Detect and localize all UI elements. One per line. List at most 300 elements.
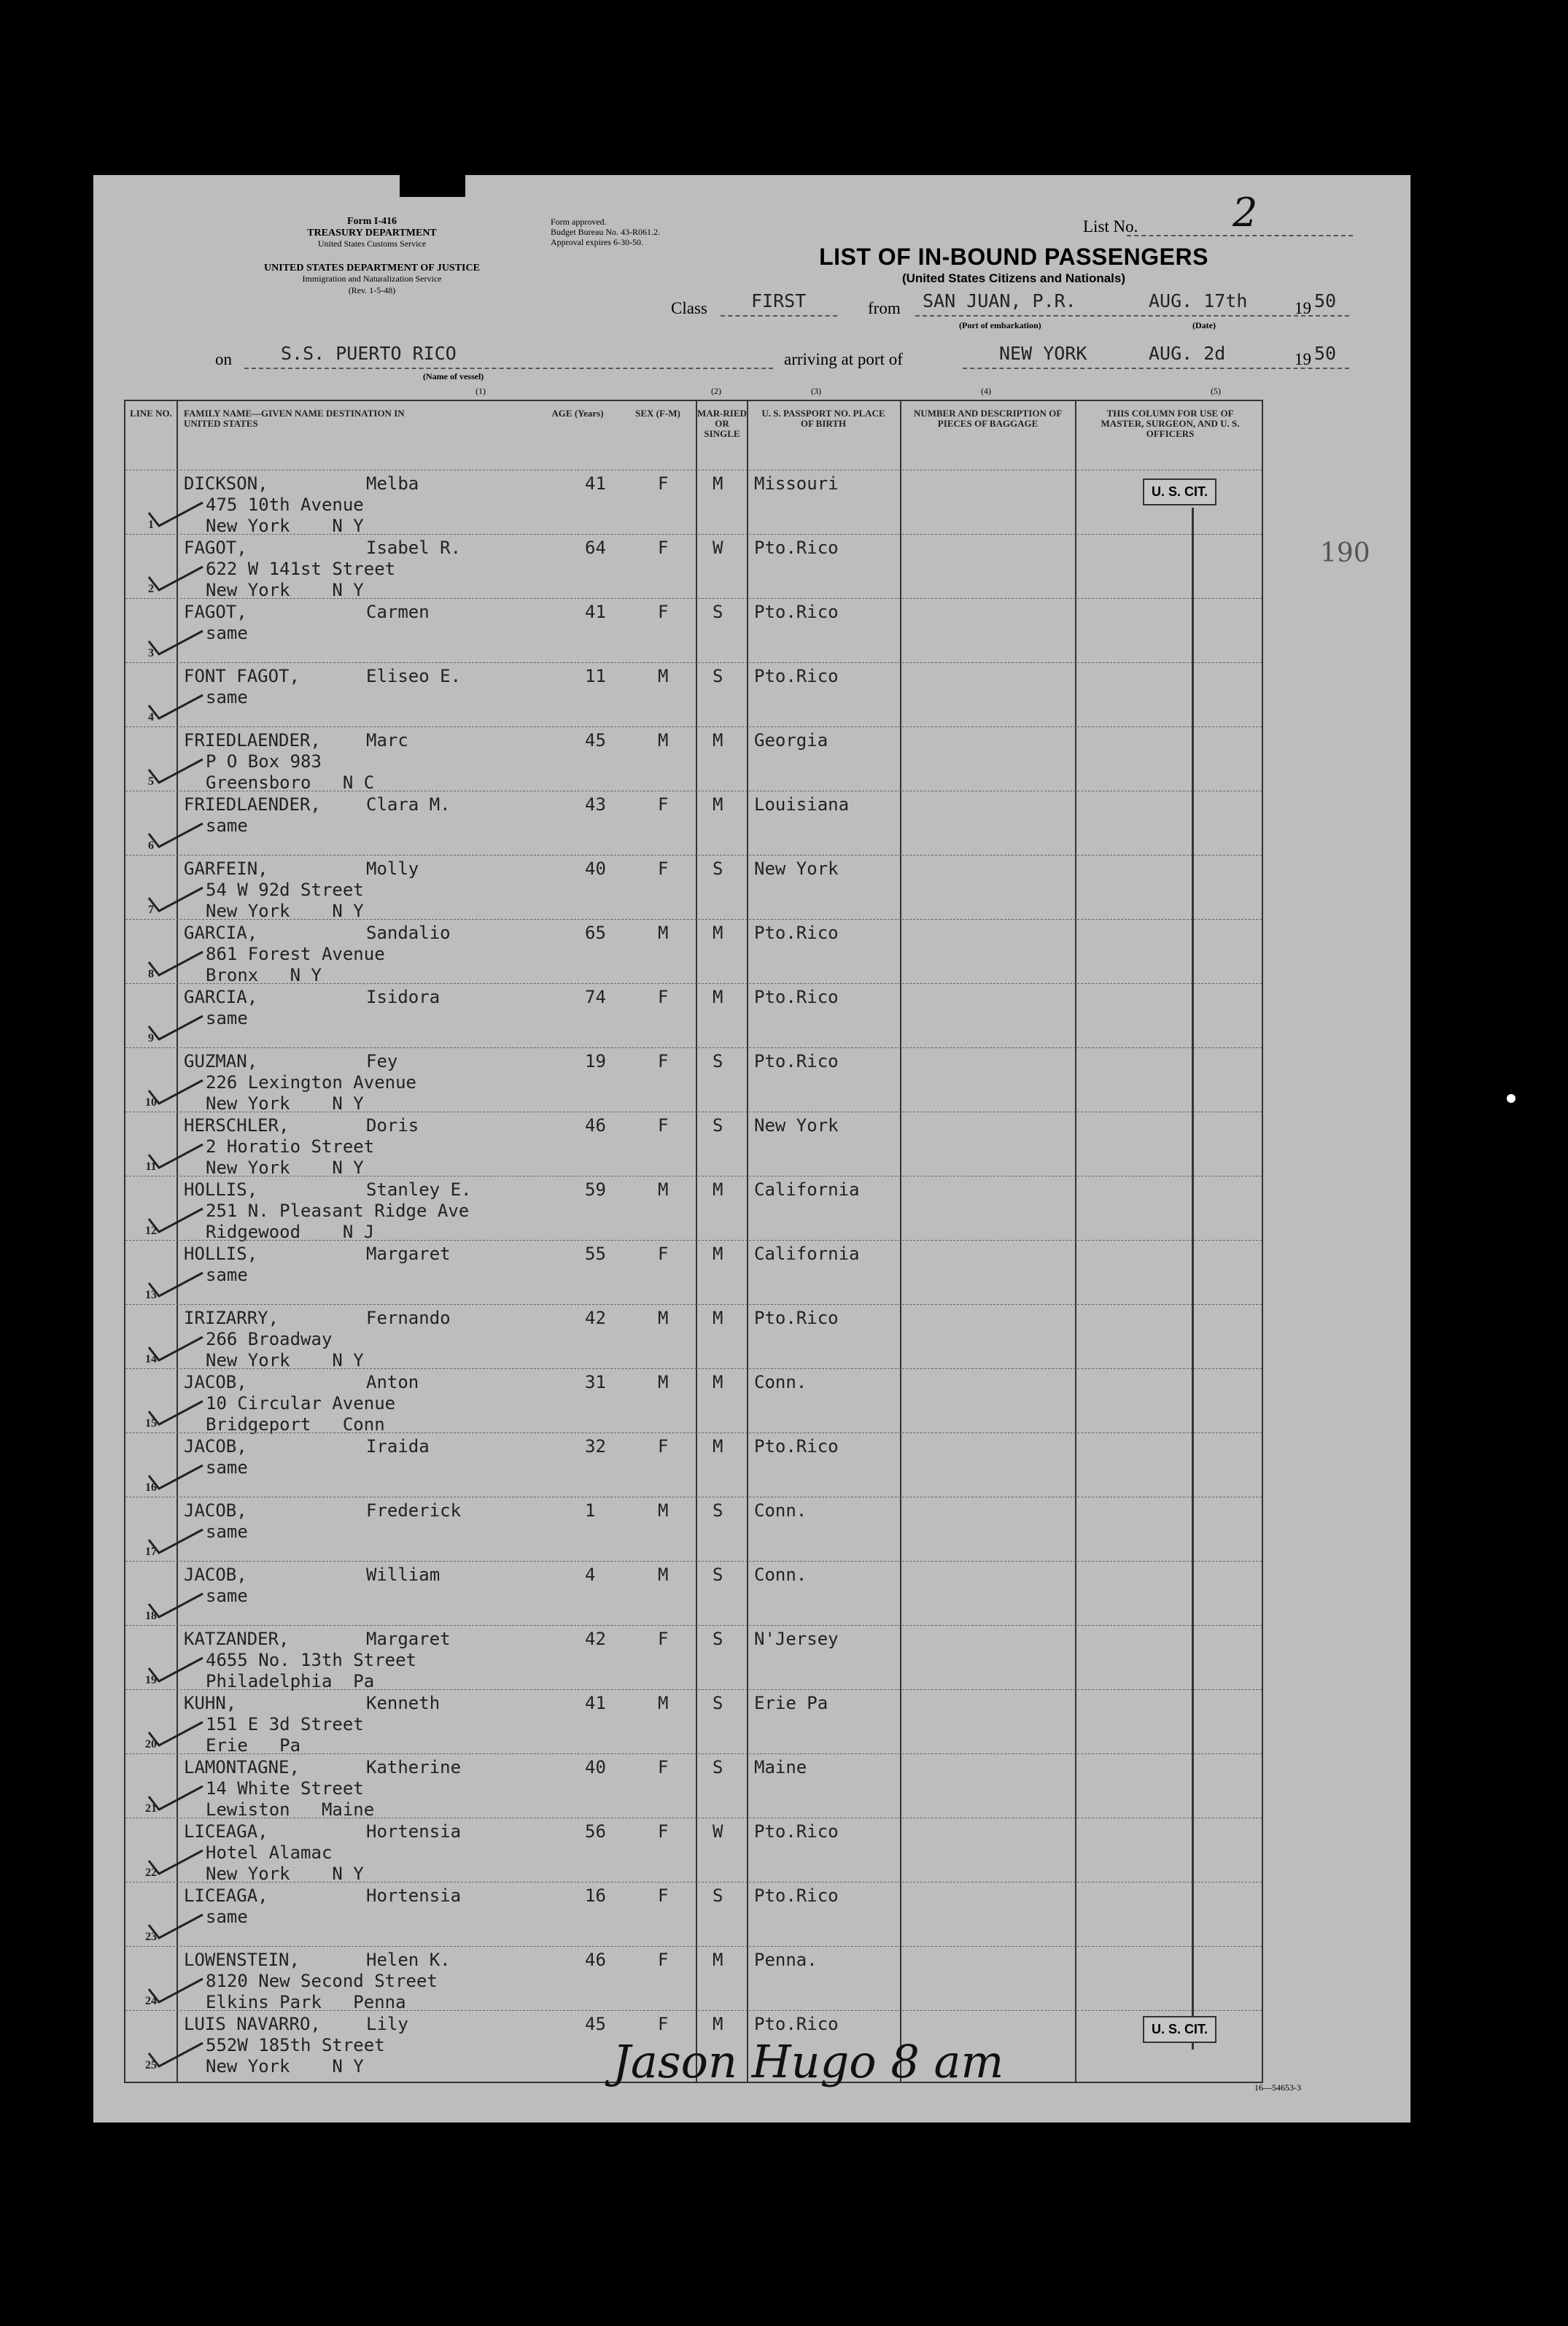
place-of-birth: California [754, 1244, 860, 1264]
check-mark [146, 1527, 204, 1556]
place-of-birth: Pto.Rico [754, 987, 839, 1007]
address-line-1: same [206, 1521, 248, 1542]
family-name: FRIEDLAENDER, [184, 730, 321, 751]
col-header-line: LINE NO. [130, 408, 172, 419]
address-line-1: 8120 New Second Street [206, 1971, 438, 1991]
class-line [721, 315, 837, 317]
age: 41 [585, 473, 606, 494]
address-line-1: 552W 185th Street [206, 2035, 385, 2055]
family-name: HERSCHLER, [184, 1115, 290, 1136]
marital-status: M [713, 1950, 723, 1970]
check-mark [146, 564, 204, 593]
form-approved: Form approved. [551, 217, 607, 227]
family-name: JACOB, [184, 1565, 247, 1585]
address-line-2: New York N Y [206, 1864, 364, 1884]
check-mark [146, 1783, 204, 1813]
age: 42 [585, 1629, 606, 1649]
family-name: KATZANDER, [184, 1629, 290, 1649]
marital-status: M [713, 1308, 723, 1328]
family-name: FAGOT, [184, 602, 247, 622]
address-line-1: 54 W 92d Street [206, 880, 364, 900]
address-line-2: New York N Y [206, 1093, 364, 1114]
line-number: 3 [148, 647, 154, 659]
given-name: Sandalio [366, 923, 451, 943]
address-line-1: Hotel Alamac [206, 1842, 333, 1863]
table-row [125, 1368, 1262, 1433]
given-name: Eliseo E. [366, 666, 462, 686]
family-name: LICEAGA, [184, 1821, 268, 1842]
given-name: Stanley E. [366, 1179, 472, 1200]
arrival-line [963, 368, 1349, 369]
class-label: Class [671, 299, 707, 317]
given-name: Melba [366, 473, 419, 494]
table-row [125, 470, 1262, 535]
sex: F [658, 1436, 669, 1457]
place-of-birth: Pto.Rico [754, 2014, 839, 2034]
given-name: Lily [366, 2014, 408, 2034]
margin-note: 190 [1320, 538, 1370, 568]
sex: M [658, 923, 669, 943]
col-header-officers: THIS COLUMN FOR USE OF MASTER, SURGEON, AND U. S. OFFICERS [1101, 408, 1240, 439]
place-of-birth: Conn. [754, 1372, 807, 1392]
line-number: 10 [145, 1096, 157, 1109]
us-cit-stamp-bottom: U. S. CIT. [1143, 2016, 1216, 2043]
place-of-birth: Pto.Rico [754, 1308, 839, 1328]
marital-status: S [713, 1051, 723, 1071]
check-mark [146, 1077, 204, 1106]
list-no-label: List No. [1083, 217, 1138, 236]
sex: M [658, 1565, 669, 1585]
place-of-birth: Pto.Rico [754, 666, 839, 686]
vessel-name: S.S. PUERTO RICO [281, 343, 457, 364]
place-of-birth: Georgia [754, 730, 828, 751]
arrival-port: NEW YORK [999, 343, 1087, 364]
age: 4 [585, 1565, 596, 1585]
marital-status: S [713, 602, 723, 622]
check-mark [146, 1976, 204, 2005]
place-of-birth: Pto.Rico [754, 923, 839, 943]
family-name: FRIEDLAENDER, [184, 794, 321, 815]
address-line-1: same [206, 1457, 248, 1478]
age: 74 [585, 987, 606, 1007]
address-line-2: Elkins Park Penna [206, 1992, 406, 2012]
address-line-2: New York N Y [206, 1158, 364, 1178]
table-row [125, 534, 1262, 599]
table-row [125, 1240, 1262, 1305]
line-number: 23 [145, 1931, 157, 1943]
arrival-date: AUG. 2d [1149, 343, 1226, 364]
sex: F [658, 1950, 669, 1970]
place-of-birth: Penna. [754, 1950, 818, 1970]
marital-status: M [713, 730, 723, 751]
address-line-1: 251 N. Pleasant Ridge Ave [206, 1201, 470, 1221]
address-line-1: same [206, 623, 248, 643]
treasury-dept: TREASURY DEPARTMENT [307, 228, 437, 239]
sex: M [658, 666, 669, 686]
arriving-label: arriving at port of [784, 350, 903, 368]
family-name: IRIZARRY, [184, 1308, 279, 1328]
col-num-2: (2) [711, 386, 721, 396]
marital-status: W [713, 538, 723, 558]
address-line-1: 4655 No. 13th Street [206, 1650, 416, 1670]
age: 41 [585, 1693, 606, 1713]
departure-year: 50 [1314, 290, 1337, 311]
marital-status: W [713, 1821, 723, 1842]
address-line-2: New York N Y [206, 901, 364, 921]
list-no-value: 2 [1233, 190, 1258, 236]
age: 64 [585, 538, 606, 558]
marital-status: S [713, 1565, 723, 1585]
line-number: 21 [145, 1802, 157, 1815]
port-caption: (Port of embarkation) [959, 320, 1041, 330]
address-line-2: Erie Pa [206, 1735, 301, 1756]
check-mark [146, 1719, 204, 1748]
place-of-birth: Pto.Rico [754, 1436, 839, 1457]
col-num-4: (4) [981, 386, 991, 396]
address-line-1: same [206, 1008, 248, 1028]
marital-status: M [713, 1372, 723, 1392]
age: 19 [585, 1051, 606, 1071]
address-line-2: New York N Y [206, 2056, 364, 2077]
address-line-2: New York N Y [206, 516, 364, 536]
officer-ditto-line [1192, 508, 1194, 2050]
place-of-birth: Conn. [754, 1565, 807, 1585]
table-row [125, 1561, 1262, 1626]
age: 11 [585, 666, 606, 686]
check-mark [146, 1462, 204, 1492]
line-number: 14 [145, 1353, 157, 1365]
marital-status: M [713, 1244, 723, 1264]
marital-status: S [713, 1757, 723, 1778]
place-of-birth: Erie Pa [754, 1693, 828, 1713]
table-row [125, 1818, 1262, 1883]
line-number: 17 [145, 1546, 157, 1558]
address-line-2: New York N Y [206, 580, 364, 600]
address-line-1: 475 10th Avenue [206, 495, 364, 515]
place-of-birth: Pto.Rico [754, 538, 839, 558]
arrival-year-prefix: 19 [1295, 350, 1311, 368]
arrival-year: 50 [1314, 343, 1337, 364]
table-row [125, 919, 1262, 984]
table-row [125, 1112, 1262, 1176]
table-row [125, 1176, 1262, 1241]
family-name: LAMONTAGNE, [184, 1757, 300, 1778]
line-number: 6 [148, 840, 154, 852]
given-name: Isidora [366, 987, 440, 1007]
given-name: Margaret [366, 1629, 451, 1649]
sex: F [658, 602, 669, 622]
age: 41 [585, 602, 606, 622]
place-of-birth: Pto.Rico [754, 1821, 839, 1842]
table-row [125, 1304, 1262, 1369]
address-line-2: Ridgewood N J [206, 1222, 375, 1242]
check-mark [146, 1591, 204, 1620]
line-number: 9 [148, 1032, 154, 1044]
place-of-birth: Missouri [754, 473, 839, 494]
sex: F [658, 2014, 669, 2034]
given-name: William [366, 1565, 440, 1585]
given-name: Kenneth [366, 1693, 440, 1713]
given-name: Clara M. [366, 794, 451, 815]
family-name: KUHN, [184, 1693, 237, 1713]
col-num-1: (1) [476, 386, 486, 396]
sex: F [658, 987, 669, 1007]
address-line-1: 2 Horatio Street [206, 1136, 375, 1157]
table-row [125, 1625, 1262, 1690]
age: 56 [585, 1821, 606, 1842]
passenger-table [124, 400, 1263, 2083]
age: 45 [585, 730, 606, 751]
address-line-2: New York N Y [206, 1350, 364, 1371]
form-number: Form I-416 [346, 216, 397, 227]
vessel-caption: (Name of vessel) [423, 371, 484, 381]
line-number: 20 [145, 1738, 157, 1751]
address-line-1: 622 W 141st Street [206, 559, 396, 579]
address-line-1: same [206, 687, 248, 708]
table-row [125, 791, 1262, 856]
given-name: Doris [366, 1115, 419, 1136]
address-line-1: same [206, 1265, 248, 1285]
budget-bureau: Budget Bureau No. 43-R061.2. [551, 227, 660, 237]
marital-status: S [713, 1885, 723, 1906]
line-number: 16 [145, 1481, 157, 1494]
marital-status: M [713, 1179, 723, 1200]
check-mark [146, 1206, 204, 1235]
sex: F [658, 1629, 669, 1649]
sex: F [658, 1244, 669, 1264]
marital-status: M [713, 1436, 723, 1457]
address-line-1: 861 Forest Avenue [206, 944, 385, 964]
place-of-birth: New York [754, 858, 839, 879]
check-mark [146, 500, 204, 529]
check-mark [146, 2040, 204, 2069]
sex: F [658, 1051, 669, 1071]
sex: F [658, 538, 669, 558]
place-of-birth: Pto.Rico [754, 602, 839, 622]
marital-status: S [713, 1500, 723, 1521]
age: 45 [585, 2014, 606, 2034]
family-name: GARCIA, [184, 987, 258, 1007]
family-name: FAGOT, [184, 538, 247, 558]
address-line-1: same [206, 1907, 248, 1927]
sex: F [658, 858, 669, 879]
age: 40 [585, 1757, 606, 1778]
from-line [915, 315, 1349, 317]
line-number: 1 [148, 519, 154, 531]
given-name: Helen K. [366, 1950, 451, 1970]
place-of-birth: Pto.Rico [754, 1051, 839, 1071]
family-name: GARFEIN, [184, 858, 268, 879]
footer-code: 16—54653-3 [1254, 2082, 1301, 2093]
marital-status: M [713, 794, 723, 815]
given-name: Carmen [366, 602, 430, 622]
family-name: LOWENSTEIN, [184, 1950, 300, 1970]
table-row [125, 855, 1262, 920]
family-name: GUZMAN, [184, 1051, 258, 1071]
family-name: FONT FAGOT, [184, 666, 300, 686]
departure-date: AUG. 17th [1149, 290, 1248, 311]
torn-edge [400, 175, 465, 197]
year-prefix: 19 [1295, 299, 1311, 317]
table-row [125, 1497, 1262, 1562]
place-of-birth: California [754, 1179, 860, 1200]
family-name: GARCIA, [184, 923, 258, 943]
revision: (Rev. 1-5-48) [348, 285, 396, 295]
check-mark [146, 1270, 204, 1299]
form-title: LIST OF IN-BOUND PASSENGERS [819, 244, 1208, 270]
table-row [125, 983, 1262, 1048]
place-of-birth: Maine [754, 1757, 807, 1778]
check-mark [146, 1334, 204, 1363]
check-mark [146, 1013, 204, 1042]
sex: M [658, 1179, 669, 1200]
check-mark [146, 821, 204, 850]
form-subtitle: (United States Citizens and Nationals) [901, 271, 1126, 285]
col-header-passport: U. S. PASSPORT NO. PLACE OF BIRTH [761, 408, 885, 429]
sex: M [658, 1308, 669, 1328]
from-label: from [868, 299, 901, 317]
place-of-birth: N'Jersey [754, 1629, 839, 1649]
check-mark [146, 628, 204, 657]
table-row [125, 1946, 1262, 2011]
col-num-3: (3) [811, 386, 821, 396]
age: 31 [585, 1372, 606, 1392]
line-number: 2 [148, 583, 154, 595]
customs-service: United States Customs Service [317, 239, 427, 249]
line-number: 15 [145, 1417, 157, 1430]
col-header-sex: SEX (F-M) [635, 408, 680, 419]
date-caption: (Date) [1192, 320, 1216, 330]
age: 46 [585, 1950, 606, 1970]
given-name: Marc [366, 730, 408, 751]
sex: F [658, 1757, 669, 1778]
sex: F [658, 1115, 669, 1136]
line-number: 7 [148, 904, 154, 916]
address-line-2: Lewiston Maine [206, 1799, 375, 1820]
address-line-2: Greensboro N C [206, 772, 375, 793]
given-name: Molly [366, 858, 419, 879]
col-num-5: (5) [1211, 386, 1221, 396]
line-number: 5 [148, 775, 154, 788]
check-mark [146, 756, 204, 786]
age: 32 [585, 1436, 606, 1457]
age: 65 [585, 923, 606, 943]
given-name: Katherine [366, 1757, 462, 1778]
marital-status: M [713, 923, 723, 943]
line-number: 8 [148, 968, 154, 980]
marital-status: M [713, 2014, 723, 2034]
check-mark [146, 885, 204, 914]
age: 42 [585, 1308, 606, 1328]
family-name: HOLLIS, [184, 1244, 258, 1264]
family-name: JACOB, [184, 1500, 247, 1521]
address-line-1: same [206, 815, 248, 836]
family-name: LICEAGA, [184, 1885, 268, 1906]
check-mark [146, 1655, 204, 1684]
ins-service: Immigration and Naturalization Service [302, 274, 442, 284]
table-row [125, 1433, 1262, 1497]
table-row [125, 1882, 1262, 1947]
approval-expires: Approval expires 6-30-50. [551, 237, 643, 247]
sex: M [658, 1693, 669, 1713]
check-mark [146, 1398, 204, 1427]
table-row [125, 662, 1262, 727]
embark-port: SAN JUAN, P.R. [923, 290, 1076, 311]
address-line-2: Bronx N Y [206, 965, 322, 985]
given-name: Fey [366, 1051, 398, 1071]
check-mark [146, 692, 204, 721]
address-line-1: 151 E 3d Street [206, 1714, 364, 1734]
class-value: FIRST [751, 290, 807, 311]
table-row [125, 1689, 1262, 1754]
given-name: Hortensia [366, 1885, 462, 1906]
address-line-1: 10 Circular Avenue [206, 1393, 396, 1414]
sex: F [658, 1821, 669, 1842]
line-number: 19 [145, 1674, 157, 1686]
sex: F [658, 794, 669, 815]
sex: M [658, 1372, 669, 1392]
marital-status: S [713, 1115, 723, 1136]
marital-status: S [713, 1693, 723, 1713]
address-line-2: Bridgeport Conn [206, 1414, 385, 1435]
marital-status: M [713, 473, 723, 494]
given-name: Anton [366, 1372, 419, 1392]
address-line-1: P O Box 983 [206, 751, 322, 772]
age: 46 [585, 1115, 606, 1136]
place-of-birth: Pto.Rico [754, 1885, 839, 1906]
address-line-1: 266 Broadway [206, 1329, 333, 1349]
given-name: Frederick [366, 1500, 462, 1521]
line-number: 13 [145, 1289, 157, 1301]
family-name: HOLLIS, [184, 1179, 258, 1200]
check-mark [146, 949, 204, 978]
col-header-name: FAMILY NAME—GIVEN NAME DESTINATION IN UNITED STATES [184, 408, 405, 429]
on-label: on [215, 350, 232, 368]
age: 40 [585, 858, 606, 879]
age: 59 [585, 1179, 606, 1200]
check-mark [146, 1848, 204, 1877]
sex: F [658, 473, 669, 494]
line-number: 22 [145, 1866, 157, 1879]
place-of-birth: Louisiana [754, 794, 850, 815]
check-mark [146, 1141, 204, 1171]
family-name: DICKSON, [184, 473, 268, 494]
address-line-1: 226 Lexington Avenue [206, 1072, 416, 1093]
line-number: 25 [145, 2059, 157, 2071]
col-header-baggage: NUMBER AND DESCRIPTION OF PIECES OF BAGGAGE [913, 408, 1063, 429]
place-of-birth: New York [754, 1115, 839, 1136]
family-name: JACOB, [184, 1372, 247, 1392]
address-line-1: same [206, 1586, 248, 1606]
sex: M [658, 1500, 669, 1521]
line-number: 4 [148, 711, 154, 724]
given-name: Fernando [366, 1308, 451, 1328]
address-line-1: 14 White Street [206, 1778, 364, 1799]
age: 1 [585, 1500, 596, 1521]
marital-status: S [713, 858, 723, 879]
table-row [125, 1047, 1262, 1112]
handwritten-signature: Jason Hugo 8 am [613, 2035, 1004, 2088]
given-name: Margaret [366, 1244, 451, 1264]
col-header-married: MAR-RIED OR SINGLE [697, 408, 747, 439]
col-header-age: AGE (Years) [551, 408, 604, 419]
line-number: 12 [145, 1225, 157, 1237]
marital-status: M [713, 987, 723, 1007]
table-row [125, 1753, 1262, 1818]
table-row [125, 598, 1262, 663]
given-name: Isabel R. [366, 538, 462, 558]
sex: M [658, 730, 669, 751]
